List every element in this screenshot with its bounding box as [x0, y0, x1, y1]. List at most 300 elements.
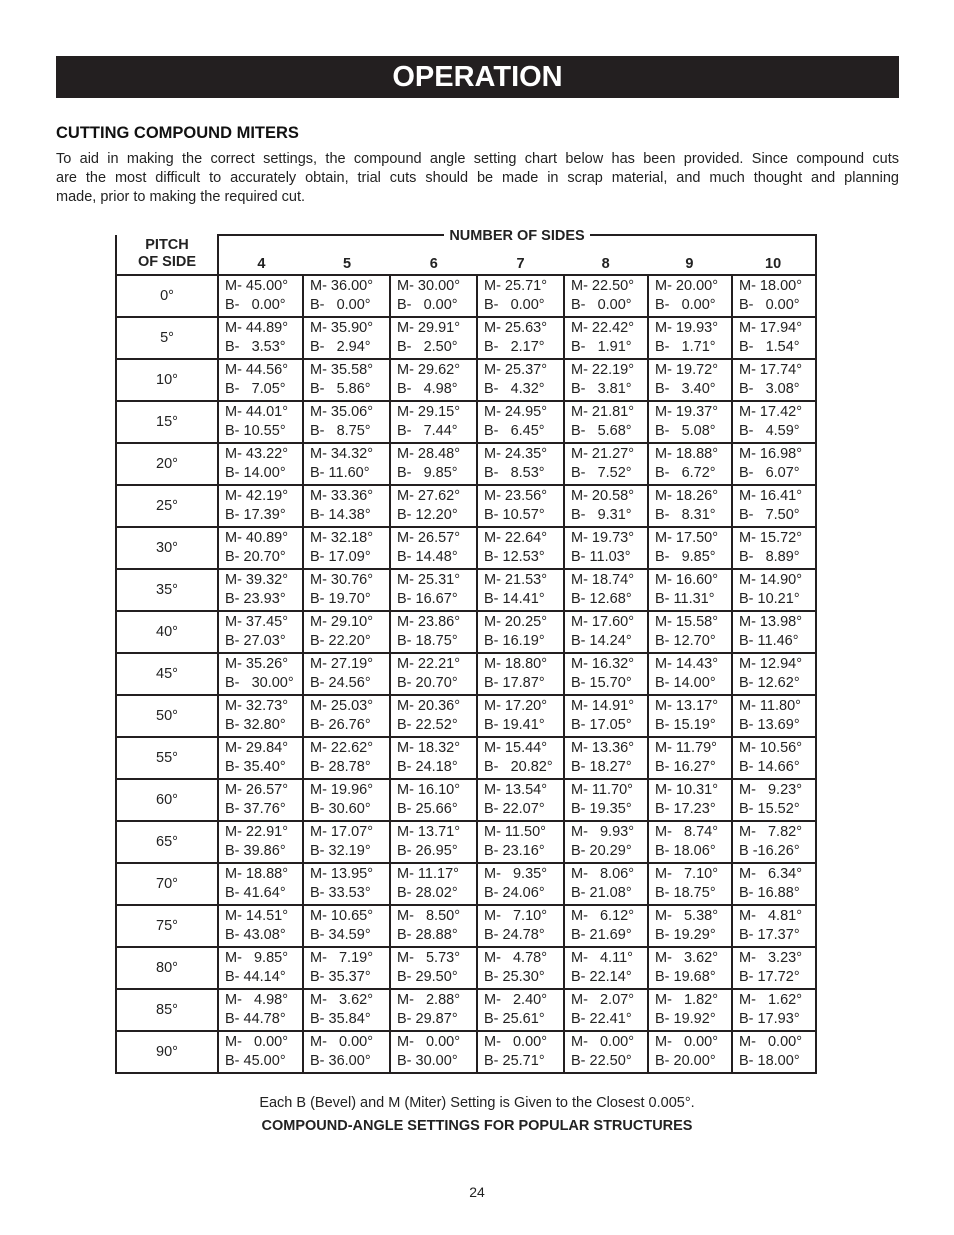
bevel-value: B- 2.17° [484, 339, 545, 355]
miter-value: M- 19.72° [655, 362, 719, 378]
miter-value: M- 18.88° [655, 446, 719, 462]
setting-cell [564, 443, 648, 485]
bevel-value: B- 12.70° [655, 633, 716, 649]
table-row [116, 695, 816, 737]
bevel-value: B- 4.98° [397, 381, 458, 397]
setting-cell [303, 779, 390, 821]
bevel-value: B- 37.76° [225, 801, 286, 817]
setting-cell [732, 485, 816, 527]
bevel-value: B- 41.64° [225, 885, 286, 901]
setting-cell [648, 317, 732, 359]
miter-value: M- 17.94° [739, 320, 803, 336]
miter-value: M- 26.57° [397, 530, 461, 546]
setting-cell [390, 905, 477, 947]
miter-value: M- 11.70° [571, 782, 633, 798]
miter-value: M- 4.98° [225, 992, 289, 1008]
miter-value: M- 25.03° [310, 698, 374, 714]
miter-value: M- 44.56° [225, 362, 289, 378]
table-row [116, 569, 816, 611]
setting-cell [477, 863, 564, 905]
table-row [116, 359, 816, 401]
pitch-value: 45° [116, 653, 218, 695]
setting-cell [390, 779, 477, 821]
pitch-value: 80° [116, 947, 218, 989]
miter-value: M- 20.58° [571, 488, 635, 504]
setting-cell [303, 359, 390, 401]
miter-value: M- 23.86° [397, 614, 461, 630]
setting-cell [477, 737, 564, 779]
miter-value: M- 0.00° [739, 1034, 803, 1050]
miter-value: M- 4.81° [739, 908, 803, 924]
bevel-value: B- 14.00° [655, 675, 716, 691]
setting-cell [564, 569, 648, 611]
bevel-value: B- 14.38° [310, 507, 371, 523]
pitch-value: 55° [116, 737, 218, 779]
setting-cell [564, 611, 648, 653]
bevel-value: B- 29.50° [397, 969, 458, 985]
table-row [116, 989, 816, 1031]
bevel-value: B- 6.07° [739, 465, 800, 481]
miter-value: M- 30.76° [310, 572, 374, 588]
miter-value: M- 11.50° [484, 824, 546, 840]
miter-value: M- 10.56° [739, 740, 803, 756]
setting-cell [390, 359, 477, 401]
bevel-value: B- 9.85° [655, 549, 716, 565]
bevel-value: B- 7.50° [739, 507, 800, 523]
page-number: 24 [469, 1184, 485, 1200]
bevel-value: B- 22.20° [310, 633, 371, 649]
miter-value: M- 19.93° [655, 320, 719, 336]
bevel-value: B- 45.00° [225, 1053, 286, 1069]
setting-cell [564, 737, 648, 779]
pitch-value: 85° [116, 989, 218, 1031]
miter-value: M- 20.25° [484, 614, 548, 630]
page-banner: OPERATION [56, 56, 899, 98]
bevel-value: B- 0.00° [397, 297, 458, 313]
setting-cell [390, 695, 477, 737]
miter-value: M- 3.62° [655, 950, 719, 966]
bevel-value: B- 3.40° [655, 381, 716, 397]
setting-cell [390, 1031, 477, 1073]
setting-cell [648, 653, 732, 695]
bevel-value: B- 30.60° [310, 801, 371, 817]
bevel-value: B- 32.19° [310, 843, 371, 859]
miter-value: M- 32.73° [225, 698, 289, 714]
bevel-value: B- 18.06° [655, 843, 716, 859]
bevel-value: B- 11.03° [571, 549, 631, 565]
bevel-value: B- 7.52° [571, 465, 632, 481]
miter-value: M- 1.62° [739, 992, 803, 1008]
miter-value: M- 14.43° [655, 656, 719, 672]
miter-value: M- 40.89° [225, 530, 289, 546]
setting-cell [732, 989, 816, 1031]
table-row [116, 905, 816, 947]
setting-cell [303, 653, 390, 695]
bevel-value: B- 18.27° [571, 759, 632, 775]
bevel-value: B- 15.19° [655, 717, 716, 733]
miter-value: M- 23.56° [484, 488, 548, 504]
bevel-value: B -16.26° [739, 843, 800, 859]
bevel-value: B- 25.30° [484, 969, 545, 985]
setting-cell [477, 821, 564, 863]
setting-cell [218, 653, 303, 695]
bevel-value: B- 35.37° [310, 969, 371, 985]
miter-value: M- 9.23° [739, 782, 803, 798]
bevel-value: B- 44.78° [225, 1011, 286, 1027]
bevel-value: B- 25.66° [397, 801, 458, 817]
setting-cell [477, 317, 564, 359]
miter-value: M- 21.81° [571, 404, 635, 420]
pitch-header-line: PITCH [145, 237, 189, 253]
setting-cell [732, 275, 816, 317]
pitch-value: 30° [116, 527, 218, 569]
miter-value: M- 35.26° [225, 656, 289, 672]
setting-cell [477, 905, 564, 947]
table-row [116, 779, 816, 821]
bevel-value: B- 5.08° [655, 423, 716, 439]
miter-value: M- 13.98° [739, 614, 803, 630]
bevel-value: B- 16.67° [397, 591, 458, 607]
miter-value: M- 36.00° [310, 278, 374, 294]
setting-cell [732, 653, 816, 695]
miter-value: M- 32.18° [310, 530, 374, 546]
bevel-value: B- 0.00° [571, 297, 632, 313]
setting-cell [477, 779, 564, 821]
table-row [116, 443, 816, 485]
setting-cell [732, 1031, 816, 1073]
miter-value: M- 13.71° [397, 824, 461, 840]
bevel-value: B- 3.08° [739, 381, 800, 397]
miter-value: M- 2.07° [571, 992, 635, 1008]
pitch-value: 40° [116, 611, 218, 653]
bevel-value: B- 8.75° [310, 423, 371, 439]
intro-line: To aid in making the correct settings, the compound angle setting chart below has been provided. Since compound cuts [56, 151, 899, 167]
pitch-value: 50° [116, 695, 218, 737]
setting-cell [390, 737, 477, 779]
section-title: CUTTING COMPOUND MITERS [56, 124, 299, 142]
bevel-value: B- 26.76° [310, 717, 371, 733]
setting-cell [477, 1031, 564, 1073]
setting-cell [732, 359, 816, 401]
miter-value: M- 22.62° [310, 740, 374, 756]
setting-cell [218, 821, 303, 863]
miter-value: M- 0.00° [310, 1034, 374, 1050]
pitch-value: 65° [116, 821, 218, 863]
bevel-value: B- 7.05° [225, 381, 286, 397]
miter-value: M- 44.01° [225, 404, 289, 420]
setting-cell [218, 863, 303, 905]
setting-cell [303, 989, 390, 1031]
table-row [116, 653, 816, 695]
bevel-value: B- 0.00° [655, 297, 716, 313]
bevel-value: B- 16.19° [484, 633, 545, 649]
bevel-value: B- 22.52° [397, 717, 458, 733]
miter-value: M- 24.35° [484, 446, 548, 462]
miter-value: M- 5.38° [655, 908, 719, 924]
bevel-value: B- 17.39° [225, 507, 286, 523]
pitch-value: 70° [116, 863, 218, 905]
table-row [116, 947, 816, 989]
bevel-value: B- 23.93° [225, 591, 286, 607]
setting-cell [732, 779, 816, 821]
table-row [116, 401, 816, 443]
miter-value: M- 29.62° [397, 362, 461, 378]
setting-cell [303, 569, 390, 611]
bevel-value: B- 24.18° [397, 759, 458, 775]
setting-cell [648, 779, 732, 821]
miter-value: M- 13.54° [484, 782, 548, 798]
setting-cell [303, 275, 390, 317]
miter-value: M- 17.74° [739, 362, 803, 378]
setting-cell [218, 527, 303, 569]
miter-value: M- 15.44° [484, 740, 548, 756]
miter-value: M- 25.31° [397, 572, 461, 588]
sides-column-header: 10 [765, 256, 782, 272]
miter-value: M- 35.90° [310, 320, 374, 336]
setting-cell [732, 821, 816, 863]
bevel-value: B- 1.54° [739, 339, 800, 355]
setting-cell [732, 905, 816, 947]
miter-value: M- 22.50° [571, 278, 635, 294]
table-row [116, 485, 816, 527]
setting-cell [477, 695, 564, 737]
setting-cell [564, 359, 648, 401]
number-of-sides-header [218, 228, 816, 275]
bevel-value: B- 15.70° [571, 675, 632, 691]
bevel-value: B- 5.86° [310, 381, 371, 397]
setting-cell [648, 359, 732, 401]
pitch-value: 75° [116, 905, 218, 947]
miter-value: M- 16.98° [739, 446, 803, 462]
miter-value: M- 0.00° [484, 1034, 548, 1050]
miter-value: M- 2.88° [397, 992, 461, 1008]
miter-value: M- 22.91° [225, 824, 289, 840]
table-caption: COMPOUND-ANGLE SETTINGS FOR POPULAR STRUCTURES [261, 1118, 693, 1134]
miter-value: M- 25.71° [484, 278, 548, 294]
miter-value: M- 21.27° [571, 446, 635, 462]
miter-value: M- 18.32° [397, 740, 461, 756]
setting-cell [648, 821, 732, 863]
miter-value: M- 44.89° [225, 320, 289, 336]
setting-cell [732, 737, 816, 779]
setting-cell [564, 779, 648, 821]
number-of-sides-label: NUMBER OF SIDES [444, 228, 589, 244]
setting-cell [477, 443, 564, 485]
miter-value: M- 19.37° [655, 404, 719, 420]
bevel-value: B- 14.00° [225, 465, 286, 481]
setting-cell [390, 401, 477, 443]
sides-column-header: 4 [257, 256, 266, 272]
bevel-value: B- 15.52° [739, 801, 800, 817]
bevel-value: B- 3.53° [225, 339, 286, 355]
setting-cell [390, 569, 477, 611]
setting-cell [218, 1031, 303, 1073]
setting-cell [218, 989, 303, 1031]
miter-value: M- 15.58° [655, 614, 719, 630]
pitch-value: 20° [116, 443, 218, 485]
setting-cell [477, 989, 564, 1031]
setting-cell [303, 527, 390, 569]
miter-value: M- 15.72° [739, 530, 803, 546]
miter-value: M- 1.82° [655, 992, 719, 1008]
bevel-value: B- 8.89° [739, 549, 800, 565]
setting-cell [390, 989, 477, 1031]
setting-cell [218, 443, 303, 485]
bevel-value: B- 20.00° [655, 1053, 716, 1069]
pitch-value: 90° [116, 1031, 218, 1073]
miter-value: M- 18.88° [225, 866, 289, 882]
bevel-value: B- 18.75° [397, 633, 458, 649]
bevel-value: B- 22.14° [571, 969, 632, 985]
bevel-value: B- 26.95° [397, 843, 458, 859]
miter-value: M- 8.06° [571, 866, 635, 882]
miter-value: M- 45.00° [225, 278, 289, 294]
bevel-value: B- 4.32° [484, 381, 545, 397]
bevel-value: B- 1.71° [655, 339, 716, 355]
bevel-value: B- 12.20° [397, 507, 458, 523]
bevel-value: B- 6.45° [484, 423, 545, 439]
miter-value: M- 13.95° [310, 866, 374, 882]
miter-value: M- 16.41° [739, 488, 803, 504]
bevel-value: B- 22.07° [484, 801, 545, 817]
bevel-value: B- 35.84° [310, 1011, 371, 1027]
bevel-value: B- 12.62° [739, 675, 800, 691]
bevel-value: B- 12.68° [571, 591, 632, 607]
miter-value: M- 9.85° [225, 950, 289, 966]
setting-cell [648, 527, 732, 569]
setting-cell [218, 569, 303, 611]
miter-value: M- 27.19° [310, 656, 374, 672]
setting-cell [564, 317, 648, 359]
setting-cell [648, 905, 732, 947]
table-note: Each B (Bevel) and M (Miter) Setting is Given to the Closest 0.005°. [259, 1095, 695, 1111]
miter-value: M- 0.00° [225, 1034, 289, 1050]
miter-value: M- 22.64° [484, 530, 548, 546]
setting-cell [732, 569, 816, 611]
bevel-value: B- 22.41° [571, 1011, 632, 1027]
setting-cell [218, 737, 303, 779]
miter-value: M- 25.63° [484, 320, 548, 336]
miter-value: M- 7.10° [484, 908, 548, 924]
bevel-value: B- 17.93° [739, 1011, 800, 1027]
miter-value: M- 42.19° [225, 488, 289, 504]
miter-value: M- 13.17° [655, 698, 719, 714]
setting-cell [390, 947, 477, 989]
bevel-value: B- 17.05° [571, 717, 632, 733]
bevel-value: B- 32.80° [225, 717, 286, 733]
pitch-value: 25° [116, 485, 218, 527]
bevel-value: B- 11.46° [739, 633, 799, 649]
setting-cell [564, 821, 648, 863]
bevel-value: B- 16.27° [655, 759, 716, 775]
setting-cell [218, 359, 303, 401]
bevel-value: B- 28.02° [397, 885, 458, 901]
miter-value: M- 17.60° [571, 614, 635, 630]
miter-value: M- 39.32° [225, 572, 289, 588]
setting-cell [477, 611, 564, 653]
setting-cell [390, 527, 477, 569]
setting-cell [477, 569, 564, 611]
miter-value: M- 11.80° [739, 698, 801, 714]
intro-paragraph [56, 150, 899, 207]
setting-cell [477, 653, 564, 695]
miter-value: M- 4.11° [571, 950, 633, 966]
bevel-value: B- 14.48° [397, 549, 458, 565]
bevel-value: B- 43.08° [225, 927, 286, 943]
setting-cell [477, 359, 564, 401]
setting-cell [477, 275, 564, 317]
miter-value: M- 43.22° [225, 446, 289, 462]
bevel-value: B- 10.21° [739, 591, 800, 607]
miter-value: M- 0.00° [571, 1034, 635, 1050]
miter-value: M- 8.74° [655, 824, 719, 840]
miter-value: M- 16.32° [571, 656, 635, 672]
bevel-value: B- 19.41° [484, 717, 545, 733]
sides-column-header: 6 [429, 256, 438, 272]
table-row [116, 527, 816, 569]
setting-cell [732, 527, 816, 569]
pitch-value: 10° [116, 359, 218, 401]
bevel-value: B- 0.00° [310, 297, 371, 313]
bevel-value: B- 35.40° [225, 759, 286, 775]
setting-cell [564, 401, 648, 443]
bevel-value: B- 18.00° [739, 1053, 800, 1069]
miter-value: M- 10.31° [655, 782, 719, 798]
table-row [116, 275, 816, 317]
bevel-value: B- 10.55° [225, 423, 286, 439]
setting-cell [218, 695, 303, 737]
miter-value: M- 0.00° [397, 1034, 461, 1050]
setting-cell [648, 569, 732, 611]
miter-value: M- 25.37° [484, 362, 548, 378]
setting-cell [648, 1031, 732, 1073]
setting-cell [732, 611, 816, 653]
pitch-value: 60° [116, 779, 218, 821]
bevel-value: B- 24.56° [310, 675, 371, 691]
bevel-value: B- 14.41° [484, 591, 545, 607]
setting-cell [390, 653, 477, 695]
miter-value: M- 3.23° [739, 950, 803, 966]
bevel-value: B- 19.92° [655, 1011, 716, 1027]
setting-cell [732, 947, 816, 989]
miter-value: M- 7.19° [310, 950, 374, 966]
setting-cell [303, 443, 390, 485]
setting-cell [648, 443, 732, 485]
bevel-value: B- 27.03° [225, 633, 286, 649]
bevel-value: B- 34.59° [310, 927, 371, 943]
miter-value: M- 21.53° [484, 572, 548, 588]
setting-cell [303, 485, 390, 527]
miter-value: M- 18.26° [655, 488, 719, 504]
setting-cell [564, 905, 648, 947]
miter-value: M- 29.15° [397, 404, 461, 420]
miter-value: M- 20.00° [655, 278, 719, 294]
bevel-value: B- 17.87° [484, 675, 545, 691]
table-row [116, 737, 816, 779]
bevel-value: B- 6.72° [655, 465, 716, 481]
bevel-value: B- 36.00° [310, 1053, 371, 1069]
miter-value: M- 16.10° [397, 782, 461, 798]
miter-value: M- 37.45° [225, 614, 289, 630]
setting-cell [218, 905, 303, 947]
setting-cell [648, 401, 732, 443]
miter-value: M- 16.60° [655, 572, 719, 588]
bevel-value: B- 12.53° [484, 549, 545, 565]
setting-cell [648, 275, 732, 317]
table-row [116, 611, 816, 653]
bevel-value: B- 30.00° [225, 675, 294, 691]
bevel-value: B- 9.85° [397, 465, 458, 481]
